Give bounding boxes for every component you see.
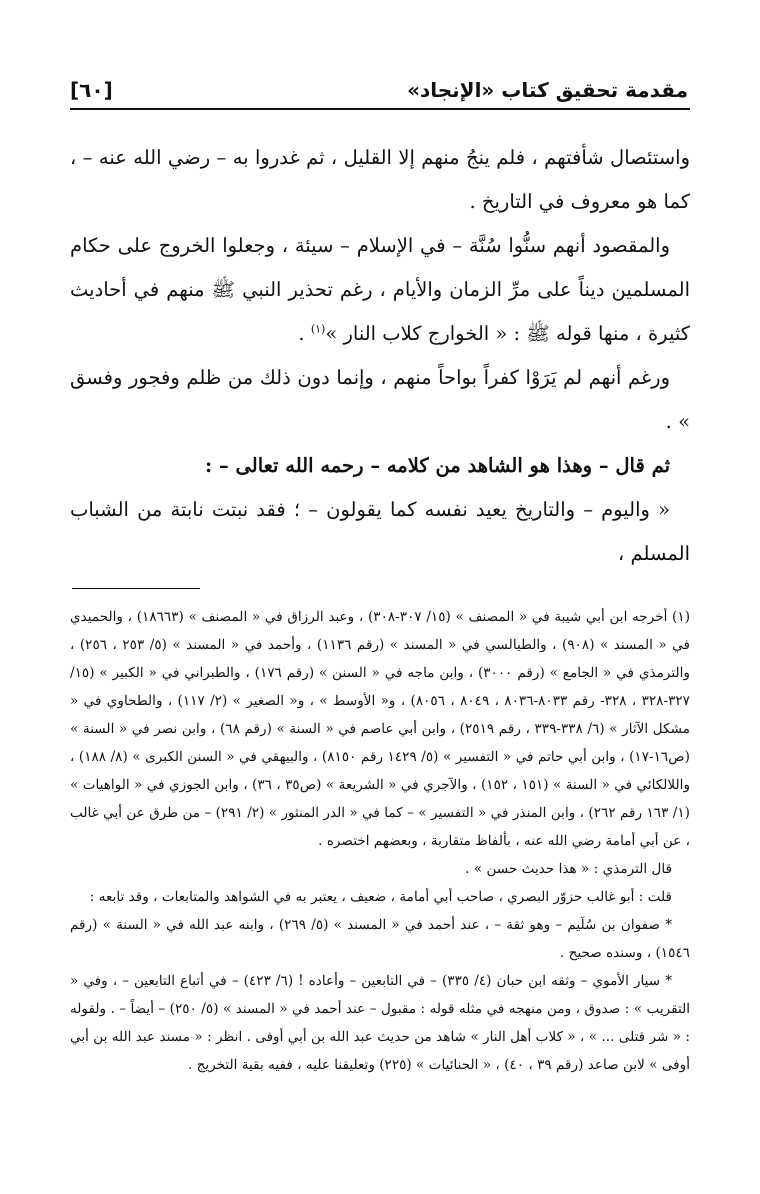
footnote-2: قال الترمذي : « هذا حديث حسن » . (465, 861, 672, 877)
footnotes (70, 603, 690, 1079)
page-number: [٦٠] (70, 78, 113, 102)
paragraph-2-end: . (298, 322, 311, 345)
paragraph-2 (70, 224, 690, 356)
main-text (70, 136, 690, 576)
footnote-4: * صفوان بن سُلَيم – وهو ثقة – ، عند أحمد في « المسند » (٥/ ٢٦٩) ، وابنه عبد الله في « السنة » (رقم ١٥٤٦) ، وسنده صحيح . (70, 917, 690, 961)
footnote-divider (72, 588, 200, 589)
footnote-3: قلت : أبو غالب حزوّر البصري ، صاحب أبي أمامة ، ضعيف ، يعتبر به في الشواهد والمتابعات ، وقد تابعه : (89, 889, 672, 905)
paragraph-3: ورغم أنهم لم يَرَوْا كفراً بواحاً منهم ، وإنما دون ذلك من ظلم وفجور وفسق » . (70, 366, 690, 433)
paragraph-1: واستئصال شأفتهم ، فلم ينجُ منهم إلا القليل ، ثم غدروا به – رضي الله عنه – ، كما هو معروف في التاريخ . (70, 146, 690, 213)
paragraph-2-text: والمقصود أنهم سنُّوا سُنَّة – في الإسلام – سيئة ، وجعلوا الخروج على حكام المسلمين ديناً على مرِّ الزمان والأيام ، رغم تحذير النبي ﷺ منهم في أحاديث كثيرة ، منها قوله ﷺ : « الخوارج كلاب النار » (70, 234, 690, 345)
paragraph-5: « واليوم – والتاريخ يعيد نفسه كما يقولون – ؛ فقد نبتت نابتة من الشباب المسلم ، (70, 498, 690, 565)
footnote-ref-1: (١) (310, 322, 326, 336)
footnote-1: (١) أخرجه ابن أبي شيبة في « المصنف » (١٥/ ٣٠٧-٣٠٨) ، وعبد الرزاق في « المصنف » (١٨٦٦٣) ، والحميدي في « المسند » (٩٠٨) ، والطيالسي في « المسند » (رقم ١١٣٦) ، وأحمد في « المسند » (٥/ ٢٥٣ ، ٢٥٦) ، والترمذي في « الجامع » (رقم ٣٠٠٠) ، وابن ماجه في « السنن » (رقم ١٧٦) ، والطبراني في « الكبير » (١٥/ ٣٢٧-٣٢٨ ، ٣٢٨- رقم ٨٠٣٣-٨٠٣٦ ، ٨٠٤٩ ، ٨٠٥٦) ، و« الأوسط » ، و« الصغير » (٢/ ١١٧) ، والطحاوي في « مشكل الآثار » (٦/ ٣٣٨-٣٣٩ ، رقم ٢٥١٩) ، وابن أبي عاصم في « السنة » (رقم ٦٨) ، وابن نصر في « السنة » (ص١٦-١٧) ، وابن أبي حاتم في « التفسير » (٥/ ١٤٢٩ رقم ٨١٥٠) ، والبيهقي في « السنن الكبرى » (٨/ ١٨٨) ، واللالكائي في « السنة » (١٥١ ، ١٥٢) ، والآجري في « الشريعة » (ص٣٥ ، ٣٦) ، وابن الجوزي في « الواهيات » (١/ ١٦٣ رقم ٢٦٢) ، وابن المنذر في « التفسير » – كما في « الدر المنثور » (٢/ ٢٩١) – من طرق عن أبي غالب ، عن أبي أمامة رضي الله عنه ، بألفاظ متقاربة ، وبعضهم اختصره . (70, 609, 691, 849)
book-page (70, 78, 690, 1079)
paragraph-4: ثم قال – وهذا هو الشاهد من كلامه – رحمه الله تعالى – : (204, 454, 670, 477)
running-header (70, 78, 690, 110)
header-title: مقدمة تحقيق كتاب «الإنجاد» (407, 78, 688, 102)
footnote-5: * سيار الأموي – وثقه ابن حبان (٤/ ٣٣٥) – في التابعين – وأعاده ! (٦/ ٤٢٣) – في أتباع التابعين – ، وفي « التقريب » : صدوق ، ومن منهجه في مثله قوله : مقبول – عند أحمد في « المسند » (٥/ ٢٥٠) – أيضاً – . ولقوله : « شر قتلى ... » ، « كلاب أهل النار » شاهد من حديث عبد الله بن أبي أوفى . انظر : « مسند عبد الله بن أبي أوفى » لابن صاعد (رقم ٣٩ ، ٤٠) ، « الحنائيات » (٢٢٥) وتعليقنا عليه ، ففيه بقية التخريج . (70, 973, 690, 1073)
